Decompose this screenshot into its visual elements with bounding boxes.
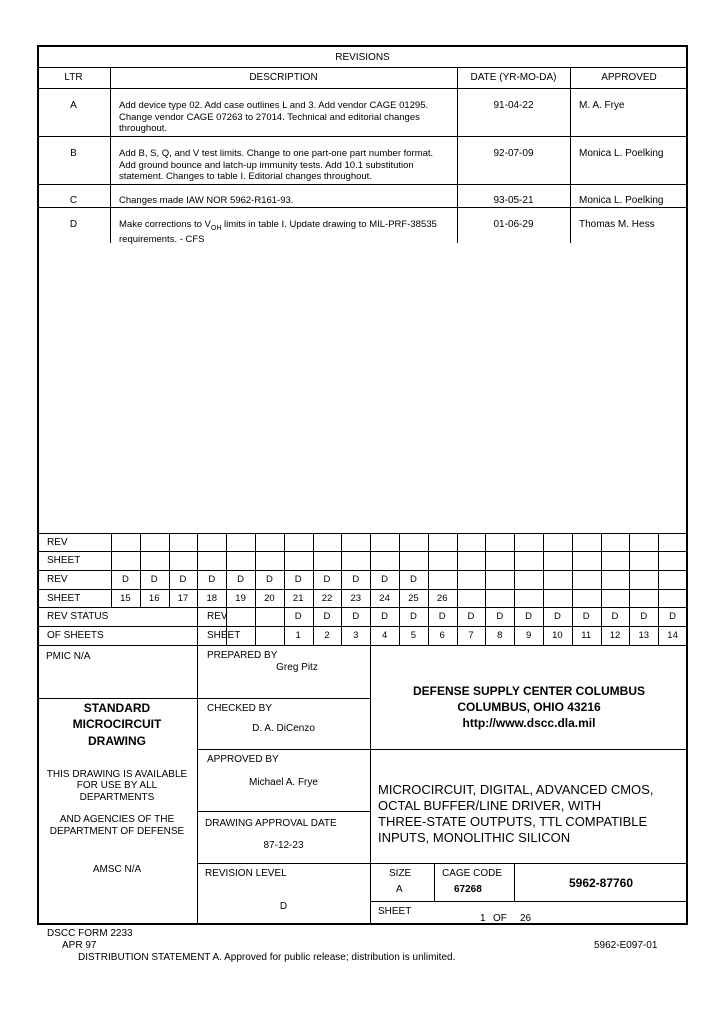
of-sheets-label: OF SHEETS xyxy=(47,630,104,641)
document-id: 5962-E097-01 xyxy=(594,940,658,951)
sheet-label: SHEET xyxy=(47,593,81,604)
size-label: SIZE xyxy=(389,868,412,879)
revision-level-label: REVISION LEVEL xyxy=(205,868,287,879)
rev-label: REV xyxy=(207,611,228,622)
availability-text: AND AGENCIES OF THE xyxy=(59,814,175,825)
sheet-cell: 5 xyxy=(410,630,417,641)
sheet-label: SHEET xyxy=(378,906,412,917)
availability-text: DEPARTMENT OF DEFENSE xyxy=(49,826,185,837)
form-date: APR 97 xyxy=(62,940,97,951)
rev-cell: D xyxy=(294,611,302,622)
agency-address: COLUMBUS, OHIO 43216 xyxy=(457,700,601,714)
form-number: DSCC FORM 2233 xyxy=(47,928,133,939)
drawing-label: DRAWING xyxy=(88,734,146,748)
sheet-cell: 13 xyxy=(638,630,650,641)
prepared-by-name: Greg Pitz xyxy=(276,662,318,673)
checked-by-name: D. A. DiCenzo xyxy=(252,723,315,734)
pmic-label: PMIC N/A xyxy=(46,651,91,662)
col-description-header: DESCRIPTION xyxy=(249,72,318,83)
rev-cell: D xyxy=(179,574,187,585)
sheet-cell: 19 xyxy=(235,593,246,604)
sheet-cell: 23 xyxy=(350,593,362,604)
sheet-cell: 15 xyxy=(120,593,131,604)
standard-label: STANDARD xyxy=(83,701,151,715)
approved-by-name: Michael A. Frye xyxy=(249,777,318,788)
sheet-cell: 24 xyxy=(379,593,390,604)
rev-cell: D xyxy=(208,574,216,585)
approved-by-label: APPROVED BY xyxy=(207,754,279,765)
rev-row-approved: Monica L. Poelking xyxy=(579,195,664,206)
rev-cell: D xyxy=(121,574,129,585)
rev-cell: D xyxy=(496,611,504,622)
drawing-title: OCTAL BUFFER/LINE DRIVER, WITH xyxy=(378,798,602,813)
grid-line xyxy=(197,607,198,645)
grid-line xyxy=(514,533,515,607)
rev-cell: D xyxy=(409,611,417,622)
cage-code: 67268 xyxy=(454,884,482,895)
rev-row-approved: Monica L. Poelking xyxy=(579,148,664,159)
rev-row-approved: Thomas M. Hess xyxy=(579,219,655,230)
rev-cell: D xyxy=(352,611,360,622)
sheet-cell: 12 xyxy=(609,630,621,641)
grid-line xyxy=(37,570,688,571)
rev-row-description: Add B, S, Q, and V test limits. Change to one part-one part number format. Add ground bounce and latch-up immunity tests. Add 10.1 substitution statement. Changes to table I. Editorial changes throughout. xyxy=(119,148,434,182)
agency-name: DEFENSE SUPPLY CENTER COLUMBUS xyxy=(412,684,646,698)
rev-cell: D xyxy=(611,611,619,622)
sheet-number: 1 xyxy=(480,913,486,924)
approval-date-label: DRAWING APPROVAL DATE xyxy=(205,818,337,829)
rev-cell: D xyxy=(150,574,158,585)
grid-line xyxy=(572,533,573,607)
rev-row-ltr: A xyxy=(70,100,77,111)
rev-row-ltr: C xyxy=(69,195,78,206)
rev-row-date: 91-04-22 xyxy=(493,100,534,111)
rev-cell: D xyxy=(381,574,389,585)
rev-row-date: 01-06-29 xyxy=(493,219,534,230)
availability-text: THIS DRAWING IS AVAILABLE xyxy=(46,769,188,780)
grid-line xyxy=(37,626,688,627)
size-value: A xyxy=(396,884,403,895)
sheet-cell: 1 xyxy=(295,630,301,641)
grid-line xyxy=(457,533,458,607)
sheet-cell: 10 xyxy=(552,630,563,641)
rev-status-label: REV STATUS xyxy=(47,611,109,622)
prepared-by-label: PREPARED BY xyxy=(207,650,278,661)
rev-cell: D xyxy=(265,574,273,585)
sheet-cell: 26 xyxy=(436,593,448,604)
microcircuit-label: MICROCIRCUIT xyxy=(72,717,162,731)
grid-line xyxy=(37,607,688,608)
grid-line xyxy=(629,533,630,607)
col-approved-header: APPROVED xyxy=(601,72,657,83)
approval-date: 87-12-23 xyxy=(263,840,304,851)
rev-cell: D xyxy=(640,611,648,622)
agency-url: http://www.dscc.dla.mil xyxy=(462,716,596,730)
rev-cell: D xyxy=(294,574,302,585)
checked-by-label: CHECKED BY xyxy=(207,703,273,714)
sheet-label: SHEET xyxy=(207,630,241,641)
sheet-cell: 22 xyxy=(321,593,333,604)
rev-label: REV xyxy=(47,537,68,548)
col-ltr-header: LTR xyxy=(64,72,83,83)
rev-cell: D xyxy=(381,611,389,622)
revision-level: D xyxy=(279,901,288,912)
grid-line xyxy=(255,607,256,645)
cage-code-label: CAGE CODE xyxy=(442,868,503,879)
drawing-title: THREE-STATE OUTPUTS, TTL COMPATIBLE xyxy=(378,814,648,829)
grid-line xyxy=(543,533,544,607)
rev-cell: D xyxy=(352,574,360,585)
rev-cell: D xyxy=(669,611,677,622)
drawing-title: MICROCIRCUIT, DIGITAL, ADVANCED CMOS, xyxy=(378,782,654,797)
sheet-cell: 17 xyxy=(177,593,189,604)
grid-line xyxy=(485,533,486,607)
drawing-title: INPUTS, MONOLITHIC SILICON xyxy=(378,830,571,845)
grid-line xyxy=(687,607,688,645)
rev-label: REV xyxy=(47,574,68,585)
grid-line xyxy=(37,589,688,590)
sheet-of: OF xyxy=(493,913,507,924)
distribution-statement: DISTRIBUTION STATEMENT A. Approved for public release; distribution is unlimited. xyxy=(78,952,456,963)
grid-line xyxy=(601,533,602,607)
rev-cell: D xyxy=(553,611,561,622)
rev-row-approved: M. A. Frye xyxy=(579,100,625,111)
grid-line xyxy=(687,533,688,607)
rev-cell: D xyxy=(323,574,331,585)
sheet-cell: 3 xyxy=(353,630,359,641)
sheet-cell: 7 xyxy=(468,630,474,641)
rev-cell: D xyxy=(438,611,446,622)
rev-row-description: Add device type 02. Add case outlines L and 3. Add vendor CAGE 01295. Change vendor CAGE 07263 to 27014. Technical and editorial changes throughout. xyxy=(119,100,429,134)
grid-line xyxy=(658,533,659,607)
sheet-label: SHEET xyxy=(47,555,81,566)
rev-row-description: Changes made IAW NOR 5962-R161-93. xyxy=(119,195,294,206)
rev-cell: D xyxy=(582,611,590,622)
rev-cell: D xyxy=(323,611,331,622)
amsc-label: AMSC N/A xyxy=(92,864,142,875)
sheet-cell: 9 xyxy=(525,630,532,641)
sheet-cell: 20 xyxy=(264,593,275,604)
sheet-cell: 16 xyxy=(148,593,160,604)
grid-line xyxy=(37,533,688,534)
sheet-cell: 8 xyxy=(497,630,503,641)
sheet-cell: 18 xyxy=(206,593,218,604)
rev-cell: D xyxy=(409,574,417,585)
rev-row-date: 93-05-21 xyxy=(493,195,534,206)
sheet-cell: 21 xyxy=(292,593,304,604)
sheet-total: 26 xyxy=(520,913,532,924)
revisions-title: REVISIONS xyxy=(335,52,390,63)
rev-row-date: 92-07-09 xyxy=(493,148,534,159)
rev-row-description: Make corrections to $V_{OH}$ limits in table I. Update drawing to MIL-PRF-38535 requirements. - CFS xyxy=(119,219,437,246)
sheet-cell: 4 xyxy=(381,630,388,641)
sheet-cell: 14 xyxy=(667,630,678,641)
availability-text: DEPARTMENTS xyxy=(79,792,155,803)
rev-cell: D xyxy=(237,574,245,585)
rev-cell: D xyxy=(467,611,475,622)
grid-line xyxy=(37,551,688,552)
sheet-cell: 11 xyxy=(581,630,592,641)
col-date-header: DATE (YR-MO-DA) xyxy=(470,72,557,83)
availability-text: FOR USE BY ALL xyxy=(76,780,158,791)
rev-cell: D xyxy=(525,611,533,622)
sheet-cell: 6 xyxy=(439,630,445,641)
sheet-cell: 2 xyxy=(324,630,330,641)
sheet-cell: 25 xyxy=(408,593,419,604)
rev-row-ltr: B xyxy=(70,148,77,159)
drawing-number: 5962-87760 xyxy=(568,876,634,890)
rev-row-ltr: D xyxy=(69,219,78,230)
